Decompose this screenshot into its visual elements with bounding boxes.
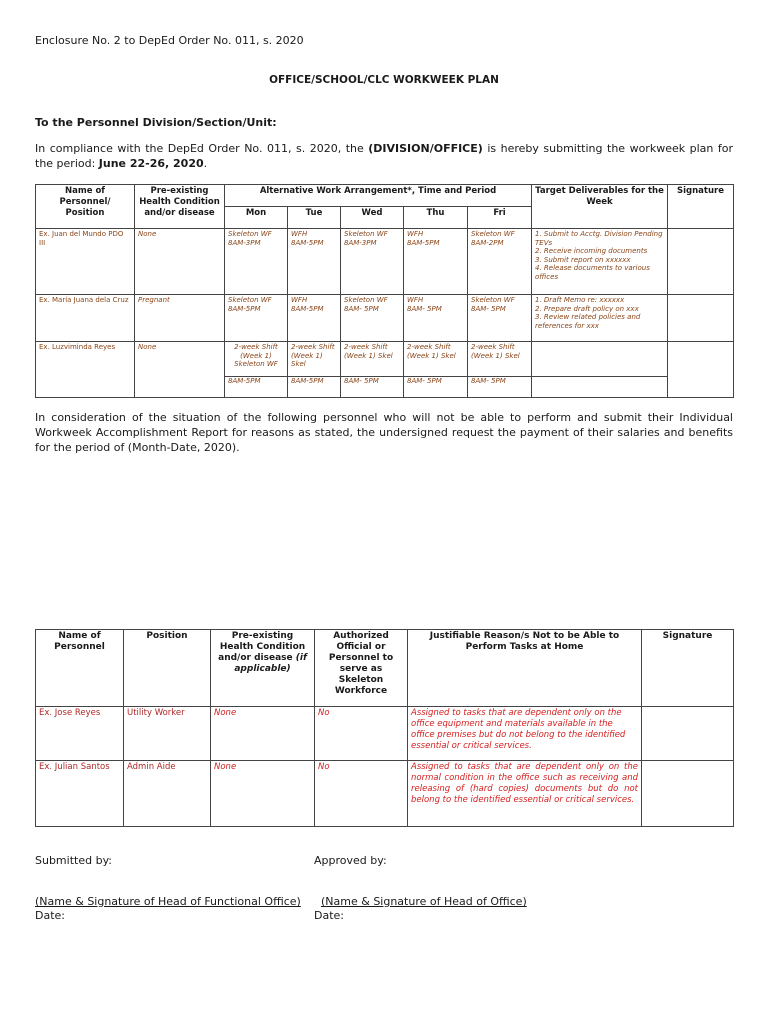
day-schedule-tue: WFH 8AM-5PM [288,295,341,342]
position: Admin Aide [124,761,211,827]
day-schedule-wed: Skeleton WF 8AM-3PM [341,229,404,295]
day-schedule-mon: 2-week Shift (Week 1) Skeleton WF 8AM-5PM [225,342,288,398]
header-authorized-skeleton: Authorized Official or Personnel to serve as Skeleton Workforce [315,630,408,707]
day-schedule-fri: 2-week Shift (Week 1) Skel 8AM- 5PM [468,342,532,398]
header-signature: Signature [642,630,734,707]
intro-text-2: is hereby submitting the workweek plan for the period: [35,142,733,170]
intro-text-1: In compliance with the DepEd Order No. 011, s. 2020, the [35,142,369,155]
target-deliverables: 1. Draft Memo re: xxxxxx 2. Prepare draft policy on xxx 3. Review related policies and references for xxx [532,295,668,342]
table-row [36,342,734,398]
approved-date-label: Date: [314,909,344,922]
header-health-condition: Pre-existing Health Condition and/or disease (if applicable) [211,630,315,707]
intro-text-3: . [203,157,208,170]
day-schedule-tue: 2-week Shift (Week 1) Skel 8AM-5PM [288,342,341,398]
enclosure-reference: Enclosure No. 2 to DepEd Order No. 011, s. 2020 [35,34,304,47]
day-schedule-fri: Skeleton WF 8AM- 5PM [468,295,532,342]
header-name-position: Name of Personnel/ Position [36,185,135,229]
day-schedule-thu: 2-week Shift (Week 1) Skel 8AM- 5PM [404,342,468,398]
header-work-arrangement: Alternative Work Arrangement*, Time and Period [225,185,532,207]
header-day-mon: Mon [225,207,288,229]
workweek-plan-table [35,184,734,398]
personnel-name: Ex. Julian Santos [36,761,124,827]
approved-by-name: (Name & Signature of Head of Office) [321,895,527,908]
signature-cell [668,229,734,295]
day-schedule-mon: Skeleton WF 8AM-3PM [225,229,288,295]
addressee-line: To the Personnel Division/Section/Unit: [35,116,277,129]
header-signature: Signature [668,185,734,229]
day-schedule-tue: WFH 8AM-5PM [288,229,341,295]
table-row [36,707,734,761]
personnel-name: Ex. Juan del Mundo PDO III [36,229,135,295]
target-deliverables: 1. Submit to Acctg. Division Pending TEVs 2. Receive incoming documents 3. Submit report on xxxxxx 4. Release documents to various offices [532,229,668,295]
submitted-by-name: (Name & Signature of Head of Functional Office) [35,895,301,908]
health-condition: None [211,761,315,827]
authorized-skeleton: No [315,707,408,761]
personnel-name: Ex. Luzviminda Reyes [36,342,135,398]
health-condition: None [211,707,315,761]
target-deliverables [532,342,668,398]
approved-by-label: Approved by: [314,854,387,867]
day-schedule-thu: WFH 8AM-5PM [404,229,468,295]
justifiable-reason: Assigned to tasks that are dependent only on the office equipment and materials available in the office premises but do not belong to the identified essential or critical services. [408,707,642,761]
signature-cell [642,707,734,761]
personnel-name: Ex. Maria Juana dela Cruz [36,295,135,342]
day-schedule-thu: WFH 8AM- 5PM [404,295,468,342]
submitted-date-label: Date: [35,909,65,922]
header-day-wed: Wed [341,207,404,229]
day-schedule-wed: Skeleton WF 8AM- 5PM [341,295,404,342]
day-schedule-mon: Skeleton WF 8AM-5PM [225,295,288,342]
header-target-deliverables: Target Deliverables for the Week [532,185,668,229]
personnel-name: Ex. Jose Reyes [36,707,124,761]
intro-office: (DIVISION/OFFICE) [368,142,483,155]
health-condition: Pregnant [135,295,225,342]
personnel-exemption-table [35,629,734,827]
signature-cell [668,342,734,398]
submitted-by-label: Submitted by: [35,854,112,867]
table-row [36,761,734,827]
signature-cell [668,295,734,342]
consideration-paragraph: In consideration of the situation of the following personnel who will not be able to perform and submit their Individual Workweek Accomplishment Report for reasons as stated, the undersigned request the payment of their salaries and benefits for the period of (Month-Date, 2020). [35,411,733,454]
document-title: OFFICE/SCHOOL/CLC WORKWEEK PLAN [269,74,499,86]
day-schedule-fri: Skeleton WF 8AM-2PM [468,229,532,295]
header-day-tue: Tue [288,207,341,229]
health-condition: None [135,342,225,398]
header-day-fri: Fri [468,207,532,229]
day-schedule-wed: 2-week Shift (Week 1) Skel 8AM- 5PM [341,342,404,398]
table-row [36,295,734,342]
header-personnel-name: Name of Personnel [36,630,124,707]
health-condition: None [135,229,225,295]
justifiable-reason: Assigned to tasks that are dependent only on the normal condition in the office such as receiving and releasing of (hard copies) documents but do not belong to the identified essential or critical services. [408,761,642,827]
position: Utility Worker [124,707,211,761]
header-health-condition: Pre-existing Health Condition and/or disease [135,185,225,229]
header-justifiable-reason: Justifiable Reason/s Not to be Able to Perform Tasks at Home [408,630,642,707]
header-position: Position [124,630,211,707]
intro-period: June 22-26, 2020 [98,157,204,170]
header-day-thu: Thu [404,207,468,229]
signature-cell [642,761,734,827]
authorized-skeleton: No [315,761,408,827]
intro-paragraph [35,141,733,171]
table-row [36,229,734,295]
